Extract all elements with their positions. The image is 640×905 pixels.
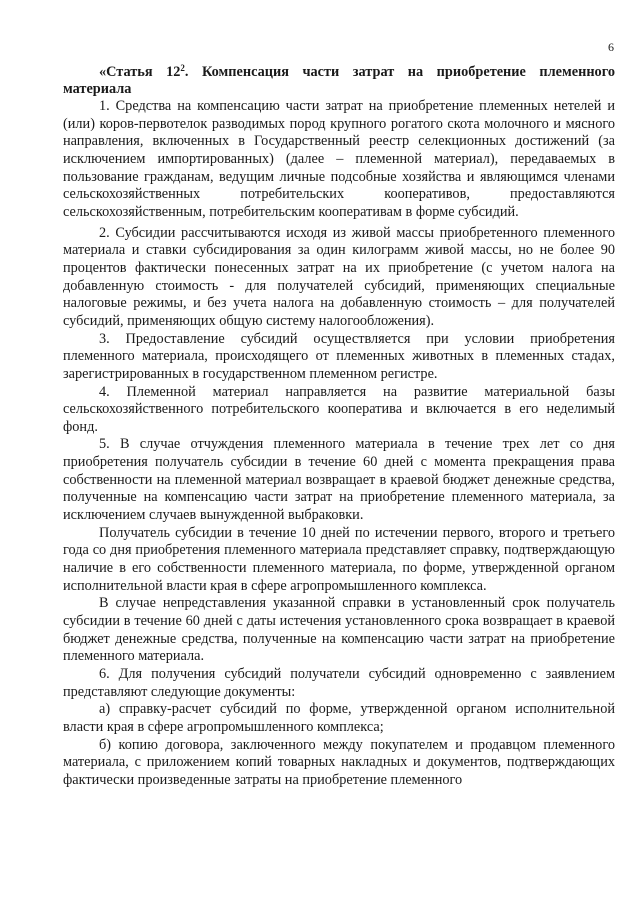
article-number-superscript: 2: [180, 63, 185, 73]
article-title-rest: . Компенсация части затрат на приобретение племенного материала: [63, 64, 615, 97]
paragraph-4: 4. Племенной материал направляется на развитие материальной базы сельскохозяйственного потребительского кооператива и включается в его неделимый фонд.: [63, 383, 615, 435]
paragraph-6: 6. Для получения субсидий получатели субсидий одновременно с заявлением представляют следующие документы:: [63, 666, 615, 700]
paragraph-recipient-certificate: Получатель субсидии в течение 10 дней по истечении первого, второго и третьего года со дня приобретения племенного материала представляет справку, подтверждающую наличие в его собственности племенного материала, по форме, утвержденной органом исполнительной власти края в сфере агропромышленного комплекса.: [63, 524, 615, 594]
list-item-a: а) справку-расчет субсидий по форме, утвержденной органом исполнительной власти края в сфере агропромышленного комплекса;: [63, 701, 615, 735]
article-body: [63, 98, 615, 790]
article-title: [63, 64, 615, 98]
paragraph-3: 3. Предоставление субсидий осуществляется при условии приобретения племенного материала, происходящего от племенных животных в племенных стадах, зарегистрированных в государственном племенном регистре.: [63, 330, 615, 382]
list-item-b: б) копию договора, заключенного между покупателем и продавцом племенного материала, с приложением копий товарных накладных и документов, подтверждающих фактически произведенные затраты на приобретение племенного: [63, 736, 615, 788]
page-number: 6: [608, 40, 614, 54]
paragraph-5: 5. В случае отчуждения племенного материала в течение трех лет со дня приобретения получатель субсидии в течение 60 дней с момента прекращения права собственности на племенной материал возвращает в краевой бюджет денежные средства, полученные на компенсацию части затрат на приобретение племенного материала, за исключением случаев вынужденной выбраковки.: [63, 436, 615, 524]
paragraph-2: 2. Субсидии рассчитываются исходя из живой массы приобретенного племенного материала и ставки субсидирования за один килограмм живой массы, но не более 90 процентов фактически понесенных затрат на их приобретение (с учетом налога на добавленную стоимость - для получателей субсидий, применяющих специальные налоговые режимы, и без учета налога на добавленную стоимость – для получателей субсидий, применяющих общую систему налогообложения).: [63, 224, 615, 329]
paragraph-non-submission: В случае непредставления указанной справки в установленный срок получатель субсидии в течение 60 дней с даты истечения установленного срока возвращает в краевой бюджет денежные средства, полученные на компенсацию части затрат на приобретение племенного материала.: [63, 595, 615, 665]
article-title-prefix: «Статья 12: [99, 64, 181, 80]
paragraph-1: 1. Средства на компенсацию части затрат на приобретение племенных нетелей и (или) коров-первотелок разводимых пород крупного рогатого скота молочного и мясного направления, включенных в Государственный реестр селекционных достижений (за исключением импортированных) (далее – племенной материал), передаваемых в пользование гражданам, ведущим личные подсобные хозяйства и являющимся членами сельскохозяйственных потребительских кооперативов, предоставляются сельскохозяйственным, потребительским кооперативам в форме субсидий.: [63, 98, 615, 220]
